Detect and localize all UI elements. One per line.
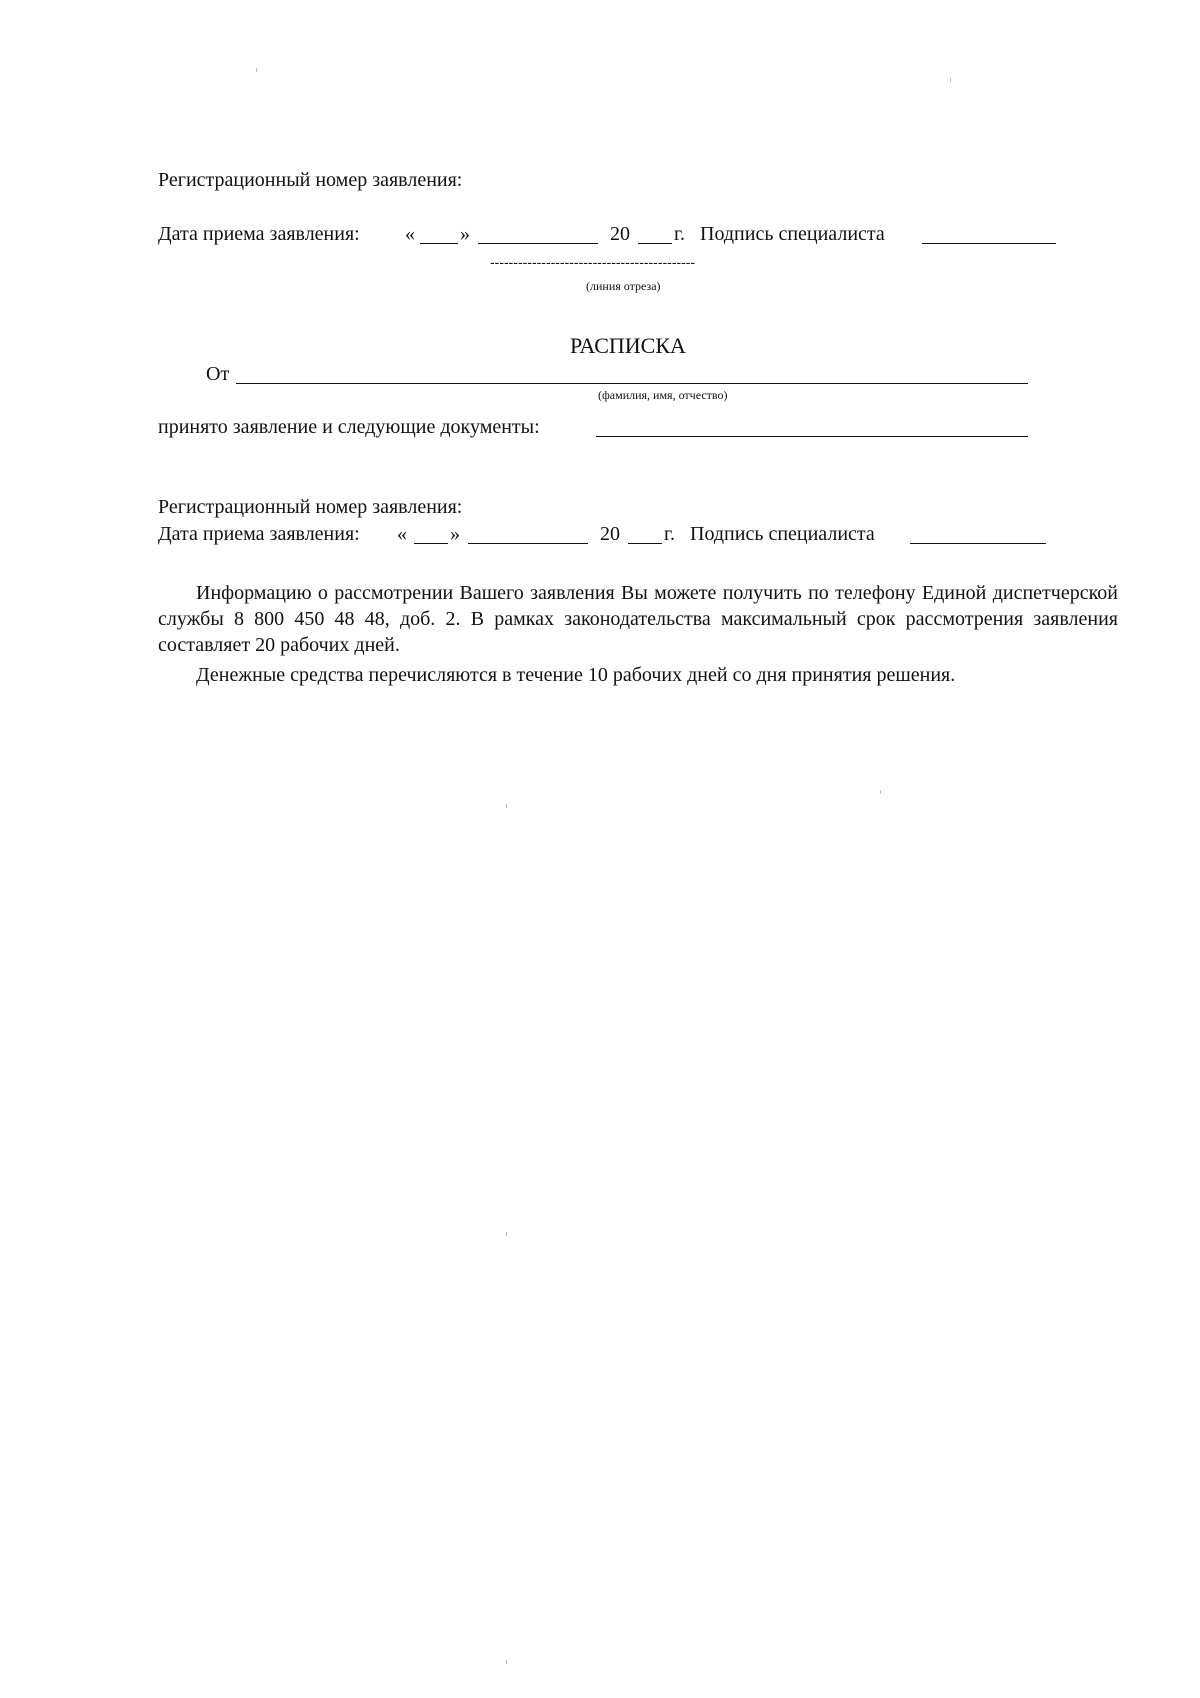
scan-speck — [950, 78, 951, 82]
cut-line-dashes: -------------------------------------------- — [490, 254, 696, 270]
receipt-close-quote: » — [450, 523, 460, 545]
receipt-title: РАСПИСКА — [570, 333, 686, 358]
open-quote: « — [405, 223, 415, 245]
reg-number-label: Регистрационный номер заявления: — [158, 169, 463, 191]
documents-label: принято заявление и следующие документы: — [158, 416, 540, 438]
info-paragraph-1: Информацию о рассмотрении Вашего заявления Вы можете получить по телефону Единой диспетчерской службы 8 800 450 48 48, доб. 2. В рамках законодательства максимальный срок рассмотрения заявления составляет 20 рабочих дней. — [158, 582, 1118, 656]
receipt-year-prefix: 20 — [600, 523, 620, 545]
close-quote: » — [460, 223, 470, 245]
year-prefix: 20 — [610, 223, 630, 245]
date-label: Дата приема заявления: — [158, 223, 360, 245]
year-suffix: г. — [674, 223, 685, 245]
receipt-signature-blank[interactable] — [910, 543, 1046, 544]
receipt-open-quote: « — [397, 523, 407, 545]
receipt-year-suffix: г. — [664, 523, 675, 545]
scan-speck — [506, 1660, 507, 1664]
scan-speck — [880, 790, 881, 794]
year-blank[interactable] — [638, 243, 672, 244]
receipt-year-blank[interactable] — [628, 543, 662, 544]
scan-speck — [506, 1232, 507, 1236]
month-blank[interactable] — [478, 243, 598, 244]
from-label: От — [206, 363, 230, 385]
from-caption: (фамилия, имя, отчество) — [598, 388, 728, 402]
receipt-month-blank[interactable] — [468, 543, 588, 544]
receipt-day-blank[interactable] — [414, 543, 448, 544]
day-blank[interactable] — [420, 243, 458, 244]
signature-blank[interactable] — [922, 243, 1056, 244]
receipt-date-label: Дата приема заявления: — [158, 523, 360, 545]
cut-line-caption: (линия отреза) — [586, 279, 661, 293]
receipt-reg-number-label: Регистрационный номер заявления: — [158, 496, 463, 518]
date-row-top — [158, 222, 360, 246]
from-name-blank[interactable] — [236, 383, 1028, 384]
documents-blank[interactable] — [596, 436, 1028, 437]
info-paragraph-2: Денежные средства перечисляются в течение 10 рабочих дней со дня принятия решения. — [196, 664, 956, 686]
receipt-signature-label: Подпись специалиста — [690, 523, 875, 545]
scan-speck — [256, 68, 257, 72]
signature-label: Подпись специалиста — [700, 223, 885, 245]
scan-speck — [506, 804, 507, 808]
